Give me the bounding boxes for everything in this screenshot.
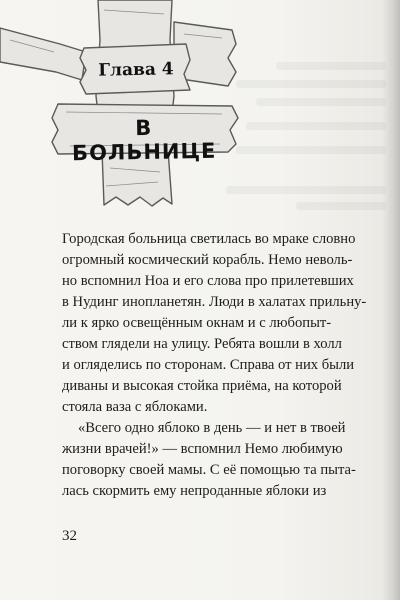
- page-number: 32: [62, 528, 77, 544]
- body-line: огромный космический корабль. Немо неволь-: [62, 252, 353, 268]
- tape-strips-illustration: [0, 0, 400, 220]
- body-line: но вспомнил Ноа и его слова про прилетевших: [62, 273, 354, 289]
- body-line: ли к ярко освещённым окнам и с любопыт-: [62, 315, 332, 331]
- chapter-label: Глава 4: [98, 59, 174, 81]
- body-line: стояла ваза с яблоками.: [62, 399, 208, 415]
- body-line: и огляделись по сторонам. Справа от них были: [62, 357, 355, 373]
- body-line: диваны и высокая стойка приёма, на которой: [62, 378, 342, 394]
- body-line: поговорку своей мамы. С её помощью та пыта-: [62, 462, 356, 478]
- body-line: ством глядели на улицу. Ребята вошли в холл: [62, 336, 342, 352]
- body-line: в Нудинг инопланетян. Люди в халатах прильну-: [62, 294, 367, 310]
- chapter-title: В БОЛЬНИЦЕ: [71, 115, 217, 166]
- body-line: жизни врачей!» — вспомнил Немо любимую: [62, 441, 343, 457]
- body-line: лась скормить ему непроданные яблоки из: [62, 483, 327, 499]
- body-line: Городская больница светилась во мраке словно: [62, 231, 356, 247]
- body-text: [62, 229, 375, 502]
- body-line: «Всего одно яблоко в день — и нет в твоей: [78, 420, 346, 436]
